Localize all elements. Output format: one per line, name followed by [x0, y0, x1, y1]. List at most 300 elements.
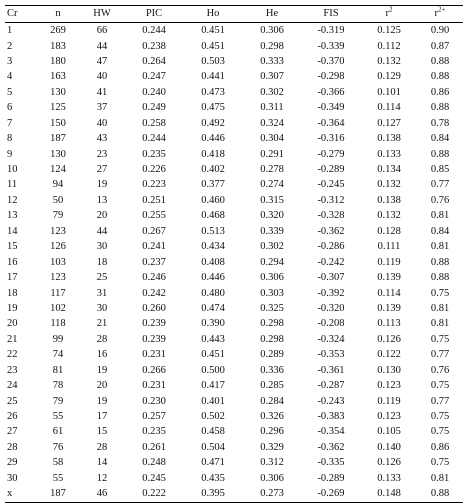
cell-cr: 23: [7, 364, 18, 376]
cell-r2-plus: 0.75: [430, 426, 450, 438]
cell-he: 0.289: [260, 349, 284, 361]
header-n: [37, 6, 79, 23]
cell-r2: 0.134: [377, 164, 401, 175]
cell-hw: 20: [96, 210, 108, 222]
cell-ho: 0.474: [201, 302, 225, 314]
cell-r2-plus: 0.84: [430, 133, 450, 145]
cell-ho: 0.417: [201, 380, 225, 392]
cell-hw: 30: [96, 302, 108, 314]
cell-r2: 0.132: [377, 179, 401, 191]
cell-r2: 0.129: [377, 71, 401, 83]
cell-r2: 0.138: [377, 194, 401, 206]
cell-r2-plus: 0.75: [430, 333, 450, 345]
cell-he: 0.311: [260, 102, 284, 114]
cell-r2: 0.119: [377, 395, 401, 407]
cell-hw: 44: [96, 225, 108, 237]
cell-r2: 0.140: [377, 441, 401, 453]
cell-n: 123: [50, 225, 66, 237]
cell-n: 78: [52, 380, 64, 392]
cell-hw: 14: [96, 457, 108, 469]
cell-hw: 28: [96, 333, 108, 345]
cell-ho: 0.468: [201, 210, 225, 222]
cell-pic: 0.230: [142, 395, 166, 407]
cell-cr: 14: [7, 225, 18, 237]
header-fis-label: FIS: [323, 8, 339, 20]
cell-he: 0.285: [260, 380, 284, 392]
cell-hw: 13: [96, 194, 108, 206]
cell-r2: 0.123: [377, 411, 401, 422]
cell-ho: 0.492: [201, 117, 225, 129]
cell-hw: 40: [96, 71, 108, 83]
cell-ho: 0.458: [201, 426, 225, 438]
cell-ho: 0.513: [201, 225, 225, 237]
cell-r2: 0.126: [377, 333, 401, 345]
table-row: [5, 486, 463, 502]
cell-ho: 0.451: [201, 40, 225, 52]
cell-cr: 22: [7, 349, 18, 361]
table-row: [5, 116, 463, 131]
table-row: [5, 208, 463, 223]
table-row: [5, 131, 463, 146]
cell-hw: 17: [96, 411, 108, 422]
cell-r2: 0.125: [377, 25, 401, 37]
cell-r2-plus: 0.75: [430, 380, 450, 392]
cell-cr: 27: [7, 426, 18, 438]
table-header: [5, 6, 463, 23]
cell-cr: 24: [7, 380, 18, 392]
cell-r2-plus: 0.88: [417, 486, 463, 502]
cell-n: 99: [52, 333, 64, 345]
cell-pic: 0.251: [142, 194, 166, 206]
cell-r2: 0.132: [377, 55, 401, 67]
cell-he: 0.325: [260, 302, 284, 314]
cell-r2: 0.114: [377, 102, 401, 114]
cell-he: 0.306: [260, 472, 284, 484]
cell-he: 0.291: [260, 148, 284, 160]
cell-r2: 0.132: [377, 210, 401, 222]
cell-r2-plus: 0.78: [430, 117, 450, 129]
cell-pic: 0.247: [142, 71, 166, 83]
cell-r2-plus: 0.75: [430, 411, 450, 422]
cell-pic: 0.261: [142, 441, 166, 453]
cell-cr: 2: [7, 40, 13, 52]
cell-n: 183: [50, 40, 66, 52]
cell-cr: 10: [7, 164, 18, 175]
cell-cr: 26: [7, 411, 18, 422]
cell-he: 0.278: [260, 164, 284, 175]
cell-fis: -0.287: [317, 380, 345, 392]
cell-ho: 0.502: [201, 411, 225, 422]
cell-pic: 0.239: [142, 333, 166, 345]
cell-pic: 0.222: [125, 486, 183, 502]
cell-hw: 16: [96, 349, 108, 361]
cell-pic: 0.231: [142, 380, 166, 392]
cell-ho: 0.471: [201, 457, 225, 469]
cell-cr: 13: [7, 210, 18, 222]
cell-fis: -0.362: [317, 441, 345, 453]
cell-fis: -0.269: [301, 486, 361, 502]
cell-fis: -0.312: [317, 194, 345, 206]
cell-n: 180: [50, 55, 66, 67]
cell-n: 79: [52, 395, 64, 407]
cell-pic: 0.244: [142, 25, 166, 37]
header-hw: [79, 6, 125, 23]
cell-pic: 0.239: [142, 318, 166, 330]
cell-he: 0.315: [260, 194, 284, 206]
cell-hw: 19: [96, 364, 108, 376]
cell-r2: 0.127: [377, 117, 401, 129]
cell-r2: 0.133: [377, 148, 401, 160]
cell-hw: 31: [96, 287, 108, 299]
cell-fis: -0.364: [317, 117, 345, 129]
cell-hw: 23: [96, 148, 108, 160]
table-row: [5, 409, 463, 424]
cell-r2-plus: 0.81: [430, 241, 450, 253]
cell-n: 117: [50, 287, 66, 299]
cell-fis: -0.353: [317, 349, 345, 361]
cell-pic: 0.249: [142, 102, 166, 114]
header-cr-label: Cr: [7, 8, 18, 20]
cell-hw: 46: [79, 486, 125, 502]
cell-n: 130: [50, 86, 66, 98]
cell-n: 123: [50, 272, 66, 284]
table-row: [5, 162, 463, 177]
cell-pic: 0.240: [142, 86, 166, 98]
cell-r2: 0.112: [377, 40, 401, 52]
data-table: [5, 5, 463, 503]
header-he-label: He: [265, 8, 279, 20]
table-row: [5, 38, 463, 53]
cell-he: 0.306: [260, 25, 284, 37]
cell-r2-plus: 0.76: [430, 194, 450, 206]
cell-hw: 18: [96, 256, 108, 268]
header-hw-label: HW: [93, 8, 111, 20]
cell-n: 79: [52, 210, 64, 222]
cell-ho: 0.446: [201, 272, 225, 284]
cell-fis: -0.286: [317, 241, 345, 253]
cell-ho: 0.395: [183, 486, 243, 502]
cell-n: 125: [50, 102, 66, 114]
table-row: [5, 100, 463, 115]
table-row: [5, 471, 463, 486]
cell-cr: 30: [7, 472, 18, 484]
header-n-label: n: [55, 8, 61, 20]
cell-pic: 0.255: [142, 210, 166, 222]
cell-ho: 0.473: [201, 86, 225, 98]
cell-n: 103: [50, 256, 66, 268]
cell-he: 0.339: [260, 225, 284, 237]
cell-n: 94: [52, 179, 64, 191]
cell-he: 0.306: [260, 272, 284, 284]
cell-n: 50: [52, 194, 64, 206]
cell-pic: 0.260: [142, 302, 166, 314]
cell-fis: -0.289: [317, 164, 345, 175]
cell-he: 0.329: [260, 441, 284, 453]
table-row: [5, 363, 463, 378]
table-row: [5, 177, 463, 192]
cell-hw: 20: [96, 380, 108, 392]
cell-ho: 0.390: [201, 318, 225, 330]
cell-r2: 0.126: [377, 457, 401, 469]
cell-fis: -0.242: [317, 256, 345, 268]
cell-cr: 11: [7, 179, 18, 191]
cell-n: 187: [50, 133, 66, 145]
cell-ho: 0.401: [201, 395, 225, 407]
table-row: [5, 316, 463, 331]
cell-fis: -0.307: [317, 272, 345, 284]
cell-fis: -0.361: [317, 364, 345, 376]
cell-ho: 0.475: [201, 102, 225, 114]
table-row: [5, 440, 463, 455]
cell-hw: 30: [96, 241, 108, 253]
cell-cr: 19: [7, 302, 18, 314]
cell-r2-plus: 0.75: [430, 287, 450, 299]
cell-he: 0.294: [260, 256, 284, 268]
cell-r2: 0.111: [377, 241, 401, 253]
cell-fis: -0.370: [317, 55, 345, 67]
cell-cr: 6: [7, 102, 13, 114]
cell-fis: -0.319: [317, 25, 345, 37]
cell-fis: -0.208: [317, 318, 345, 330]
cell-pic: 0.244: [142, 133, 166, 145]
cell-ho: 0.451: [201, 349, 225, 361]
cell-r2-plus: 0.77: [430, 179, 450, 191]
cell-hw: 12: [96, 472, 108, 484]
cell-pic: 0.266: [142, 364, 166, 376]
cell-fis: -0.354: [317, 426, 345, 438]
cell-r2-plus: 0.81: [430, 318, 450, 330]
cell-r2: 0.122: [377, 349, 401, 361]
cell-r2: 0.105: [377, 426, 401, 438]
header-r2-plus: [417, 6, 463, 23]
cell-cr: 8: [7, 133, 13, 145]
cell-cr: 25: [7, 395, 18, 407]
cell-r2-plus: 0.86: [430, 86, 450, 98]
cell-he: 0.304: [260, 133, 284, 145]
cell-r2-plus: 0.77: [430, 349, 450, 361]
cell-r2: 0.119: [377, 256, 401, 268]
cell-r2-plus: 0.81: [430, 210, 450, 222]
cell-cr: 28: [7, 441, 18, 453]
cell-hw: 44: [96, 40, 108, 52]
cell-he: 0.284: [260, 395, 284, 407]
cell-cr: 16: [7, 256, 18, 268]
cell-r2-plus: 0.88: [430, 55, 450, 67]
cell-he: 0.333: [260, 55, 284, 67]
cell-r2-plus: 0.84: [430, 225, 450, 237]
cell-ho: 0.408: [201, 256, 225, 268]
cell-r2-plus: 0.76: [430, 364, 450, 376]
cell-hw: 40: [96, 117, 108, 129]
cell-ho: 0.435: [201, 472, 225, 484]
cell-hw: 19: [96, 395, 108, 407]
table-row: [5, 224, 463, 239]
cell-cr: 7: [7, 117, 13, 129]
cell-ho: 0.480: [201, 287, 225, 299]
cell-r2-plus: 0.75: [430, 457, 450, 469]
cell-r2: 0.133: [377, 472, 401, 484]
cell-fis: -0.289: [317, 472, 345, 484]
table-row: [5, 332, 463, 347]
cell-cr: 1: [7, 25, 13, 37]
header-ho: [183, 6, 243, 23]
cell-pic: 0.258: [142, 117, 166, 129]
cell-fis: -0.320: [317, 302, 345, 314]
cell-pic: 0.235: [142, 426, 166, 438]
cell-cr: 29: [7, 457, 18, 469]
cell-he: 0.302: [260, 86, 284, 98]
cell-n: 76: [52, 441, 64, 453]
cell-pic: 0.231: [142, 349, 166, 361]
cell-fis: -0.366: [317, 86, 345, 98]
cell-pic: 0.238: [142, 40, 166, 52]
cell-he: 0.298: [260, 40, 284, 52]
cell-n: 130: [50, 148, 66, 160]
header-r2: [361, 6, 417, 23]
header-cr: [5, 6, 37, 23]
cell-r2-plus: 0.85: [430, 164, 450, 175]
cell-pic: 0.248: [142, 457, 166, 469]
cell-hw: 21: [96, 318, 108, 330]
cell-r2: 0.139: [377, 302, 401, 314]
header-r2-plus-superscript: 2+: [438, 5, 446, 14]
cell-pic: 0.235: [142, 148, 166, 160]
cell-he: 0.307: [260, 71, 284, 83]
cell-pic: 0.245: [142, 472, 166, 484]
cell-fis: -0.298: [317, 71, 345, 83]
cell-n: 102: [50, 302, 66, 314]
cell-ho: 0.503: [201, 55, 225, 67]
cell-ho: 0.451: [201, 25, 225, 37]
cell-n: 187: [37, 486, 79, 502]
table-row: [5, 270, 463, 285]
header-fis: [301, 6, 361, 23]
cell-hw: 37: [96, 102, 108, 114]
cell-r2: 0.130: [377, 364, 401, 376]
cell-hw: 28: [96, 441, 108, 453]
cell-hw: 27: [96, 164, 108, 175]
cell-he: 0.298: [260, 318, 284, 330]
cell-ho: 0.446: [201, 133, 225, 145]
cell-n: 150: [50, 117, 66, 129]
cell-r2-plus: 0.90: [430, 25, 450, 37]
table-row: [5, 301, 463, 316]
cell-r2-plus: 0.77: [430, 395, 450, 407]
cell-hw: 47: [96, 55, 108, 67]
header-he: [243, 6, 301, 23]
cell-n: 81: [52, 364, 64, 376]
cell-fis: -0.383: [317, 411, 345, 422]
cell-n: 269: [50, 25, 66, 37]
cell-n: 55: [52, 411, 64, 422]
cell-ho: 0.434: [201, 241, 225, 253]
header-row: [5, 6, 463, 23]
cell-r2: 0.148: [361, 486, 417, 502]
cell-r2: 0.128: [377, 225, 401, 237]
cell-he: 0.302: [260, 241, 284, 253]
cell-he: 0.312: [260, 457, 284, 469]
header-r2-plus-label: r: [434, 8, 439, 20]
cell-fis: -0.279: [317, 148, 345, 160]
cell-pic: 0.264: [142, 55, 166, 67]
cell-ho: 0.460: [201, 194, 225, 206]
cell-pic: 0.226: [142, 164, 166, 175]
cell-fis: -0.245: [317, 179, 345, 191]
cell-ho: 0.500: [201, 364, 225, 376]
cell-n: 61: [52, 426, 64, 438]
cell-ho: 0.377: [201, 179, 225, 191]
cell-hw: 41: [96, 86, 108, 98]
cell-pic: 0.242: [142, 287, 166, 299]
cell-r2-plus: 0.88: [430, 272, 450, 284]
cell-n: 58: [52, 457, 64, 469]
table-row: [5, 54, 463, 69]
table-row: [5, 285, 463, 300]
cell-fis: -0.324: [317, 333, 345, 345]
cell-pic: 0.223: [142, 179, 166, 191]
table-row: [5, 239, 463, 254]
cell-r2-plus: 0.88: [430, 148, 450, 160]
cell-cr: 21: [7, 333, 18, 345]
table-row: [5, 193, 463, 208]
cell-hw: 15: [96, 426, 108, 438]
cell-he: 0.320: [260, 210, 284, 222]
cell-pic: 0.257: [142, 411, 166, 422]
table-row: [5, 424, 463, 439]
cell-cr: x: [5, 486, 37, 502]
cell-hw: 25: [96, 272, 108, 284]
cell-cr: 3: [7, 55, 13, 67]
cell-he: 0.336: [260, 364, 284, 376]
cell-pic: 0.246: [142, 272, 166, 284]
header-ho-label: Ho: [206, 8, 220, 20]
cell-pic: 0.241: [142, 241, 166, 253]
cell-n: 124: [50, 164, 66, 175]
cell-fis: -0.243: [317, 395, 345, 407]
cell-hw: 19: [96, 179, 108, 191]
cell-r2-plus: 0.88: [430, 256, 450, 268]
cell-cr: 12: [7, 194, 18, 206]
cell-he: 0.273: [243, 486, 301, 502]
table-row: [5, 347, 463, 362]
cell-cr: 18: [7, 287, 18, 299]
cell-hw: 43: [96, 133, 108, 145]
cell-cr: 20: [7, 318, 18, 330]
cell-cr: 5: [7, 86, 13, 98]
cell-r2-plus: 0.88: [430, 71, 450, 83]
table-row: [5, 255, 463, 270]
cell-fis: -0.328: [317, 210, 345, 222]
cell-r2-plus: 0.87: [430, 40, 450, 52]
cell-ho: 0.443: [201, 333, 225, 345]
cell-r2-plus: 0.86: [430, 441, 450, 453]
cell-n: 118: [50, 318, 66, 330]
cell-ho: 0.504: [201, 441, 225, 453]
cell-r2-plus: 0.81: [430, 302, 450, 314]
header-pic: [125, 6, 183, 23]
cell-r2-plus: 0.88: [430, 102, 450, 114]
cell-r2-plus: 0.81: [430, 472, 450, 484]
table-row: [5, 147, 463, 162]
cell-pic: 0.237: [142, 256, 166, 268]
cell-cr: 15: [7, 241, 18, 253]
cell-r2: 0.123: [377, 380, 401, 392]
table-row: [5, 394, 463, 409]
table-row: [5, 455, 463, 470]
table-body: [5, 23, 463, 503]
cell-cr: 17: [7, 272, 18, 284]
cell-he: 0.303: [260, 287, 284, 299]
